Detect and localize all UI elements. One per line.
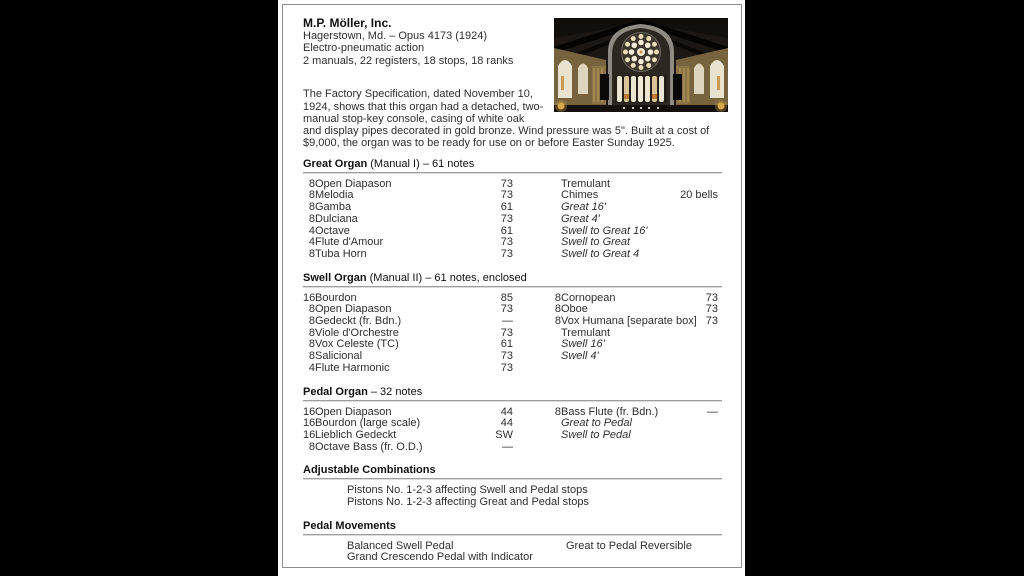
section-title-bold: Adjustable Combinations [303,464,436,477]
stop-pitch [513,214,561,226]
spec-panel [282,4,742,568]
spec-sections [303,158,722,564]
stop-pipe-count: 73 [500,326,513,339]
stop-name: Open Diapason [315,405,392,418]
spec-section [303,386,722,454]
stop-pitch: 8 [308,212,315,225]
stop-pitch [513,418,561,430]
stop-pitch [513,190,561,202]
stop-pipe-count: 73 [500,350,513,363]
list-item-label: Pistons No. 1-2-3 affecting Swell and Pedal stops [347,484,588,497]
stop-pipe-count: 73 [705,291,718,304]
stop-name: Flute d'Amour [315,236,384,249]
list-item-label: Grand Crescendo Pedal with Indicator [347,551,533,564]
stop-pitch: 4 [308,224,315,237]
stop-pipe-count: 73 [500,247,513,260]
stop-pipe-count: 73 [500,361,513,374]
church-interior-photo [554,18,728,112]
stop-pipe-count: 73 [705,315,718,328]
stop-table [303,293,718,375]
stop-name: Swell to Great 16' [561,224,648,237]
section-title-bold: Swell Organ [303,271,367,284]
stop-pitch: 8 [308,326,315,339]
stop-name [561,442,676,454]
stop-pitch [513,363,561,375]
section-divider [303,286,722,288]
stop-row [303,442,718,454]
stop-pipe-count: 73 [500,303,513,316]
stop-name: Bourdon [315,291,357,304]
stop-pitch [513,179,561,191]
stop-pipe-count [676,249,718,261]
list-row [303,497,722,509]
stop-name: Cornopean [561,291,616,304]
stop-pipe-count: SW [495,428,513,441]
stop-pipe-count [676,430,718,442]
stop-pitch: 8 [308,315,315,328]
section-title-rest: (Manual I) – 61 notes [367,157,475,170]
stop-pipe-count: 73 [500,189,513,202]
action-type: Electro-pneumatic action [303,42,425,55]
stop-name: Lieblich Gedeckt [315,428,397,441]
stop-table [303,407,718,454]
section-body [303,407,722,454]
stop-pitch: 8 [554,405,561,418]
section-divider [303,400,722,402]
section-title-rest: – 32 notes [367,385,423,398]
list-item-label: Pistons No. 1-2-3 affecting Great and Pedal stops [347,495,589,508]
stop-name: Octave Bass (fr. O.D.) [315,440,423,453]
stop-pitch [513,202,561,214]
stop-name: Tremulant [561,326,611,339]
stop-pitch: 16 [303,405,316,418]
stop-pitch: 8 [554,303,561,316]
section-title-bold: Pedal Movements [303,519,396,532]
spec-section [303,158,722,261]
stop-name: Great to Pedal [561,417,632,430]
stop-pitch: 8 [554,291,561,304]
stop-pitch: 4 [308,361,315,374]
stop-name: Great 4' [561,212,600,225]
stop-pipe-count: 61 [500,224,513,237]
stop-row [303,430,718,442]
stop-pipe-count [676,202,718,214]
stop-table [303,179,718,261]
stop-pitch: 8 [308,338,315,351]
stop-name: Octave [315,224,350,237]
stop-pipe-count: 73 [500,236,513,249]
stop-pipe-count [676,363,718,375]
stop-pitch [513,226,561,238]
stop-name: Swell to Great [561,236,631,249]
list-item-right-label: Great to Pedal Reversible [566,539,692,552]
stop-name: Salicional [315,350,363,363]
document-page [278,0,745,576]
section-title [303,464,722,477]
builder-location-opus: Hagerstown, Md. – Opus 4173 (1924) [303,30,488,42]
stop-row [303,249,718,261]
section-divider [303,172,722,174]
stop-name: Vox Celeste (TC) [315,338,399,351]
stop-pipe-count [676,442,718,454]
stop-pipe-count: 44 [500,417,513,430]
stop-name: Flute Harmonic [315,361,390,374]
stop-name: Swell 16' [561,338,605,351]
stop-pitch: 16 [303,291,316,304]
spec-section [303,272,722,375]
stop-pipe-count: 61 [500,338,513,351]
stop-name: Dulciana [315,212,358,225]
stop-pipe-count [676,237,718,249]
section-body [303,541,722,564]
section-title [303,386,722,399]
stop-name: Gamba [315,201,352,214]
stop-name: Swell to Pedal [561,428,631,441]
section-divider [303,534,722,536]
stop-pipe-count: 73 [705,303,718,316]
stop-pitch [513,237,561,249]
stop-name: Chimes [561,189,599,202]
stop-pipe-count [676,226,718,238]
stop-name: Vox Humana [separate box] [561,315,697,328]
stop-pitch: 4 [308,236,315,249]
stop-pipe-count: — [502,440,513,453]
stop-pipe-count [676,328,718,340]
stop-row [303,316,718,328]
stop-pitch: 8 [308,189,315,202]
stop-pitch [513,249,561,261]
list-row [303,552,722,564]
stop-pitch: 8 [308,247,315,260]
stop-name: Viole d'Orchestre [315,326,399,339]
stop-pipe-count: 61 [500,201,513,214]
stop-pipe-count: 73 [500,212,513,225]
spec-section [303,464,722,508]
stop-name: Melodia [315,189,354,202]
stop-pitch: 8 [308,350,315,363]
stop-pitch [513,351,561,363]
list-item-label: Balanced Swell Pedal [347,539,454,552]
stop-pitch: 16 [303,428,316,441]
section-body [303,485,722,508]
section-title [303,520,722,533]
stop-row [303,214,718,226]
section-title [303,158,722,171]
stop-pitch: 8 [554,315,561,328]
stop-pipe-count: 73 [500,177,513,190]
builder-name: M.P. Möller, Inc. [303,16,392,30]
section-title-rest: (Manual II) – 61 notes, enclosed [366,271,527,284]
stop-name: Open Diapason [315,303,392,316]
section-title-bold: Great Organ [303,157,368,170]
section-divider [303,478,722,480]
section-title-bold: Pedal Organ [303,385,368,398]
stop-name: Swell 4' [561,350,599,363]
intro-paragraph: The Factory Specification, dated November 10, 1924, shows that this organ had a detached, two-manual stop-key console, casing of white oak and display pipes decorated in gold bronze. Wind pressure was 5". Built at a cost of $9,000, the organ was to be ready for use on or before Easter Sunday 1925. [303,88,710,150]
stop-pitch [513,430,561,442]
stop-pipe-count: — [707,405,718,418]
stop-name: Tuba Horn [315,247,367,260]
spec-section [303,520,722,564]
section-body [303,179,722,261]
stop-pitch: 8 [308,303,315,316]
stop-pitch: 8 [308,440,315,453]
stop-name: Swell to Great 4 [561,247,640,260]
stop-pitch: 16 [303,417,316,430]
stop-pipe-count [676,214,718,226]
stop-pitch [513,442,561,454]
stop-name: Oboe [561,303,588,316]
stop-name: Tremulant [561,177,611,190]
stop-row [303,363,718,375]
stop-name [561,363,676,375]
stop-pitch: 8 [308,201,315,214]
stop-name: Open Diapason [315,177,392,190]
stop-pipe-count [676,418,718,430]
stop-pipe-count: 20 bells [680,189,718,202]
resources-summary: 2 manuals, 22 registers, 18 stops, 18 ranks [303,54,514,67]
spec-content [283,5,741,564]
stop-pitch: 8 [308,177,315,190]
stop-name: Bass Flute (fr. Bdn.) [561,405,659,418]
stop-pipe-count: — [502,315,513,328]
section-title [303,272,722,285]
section-body [303,293,722,375]
stop-pitch [513,328,561,340]
stop-pipe-count: 85 [500,291,513,304]
stop-pitch [513,339,561,351]
stop-pipe-count [676,339,718,351]
stop-name: Gedeckt (fr. Bdn.) [315,315,402,328]
stop-name: Great 16' [561,201,606,214]
stop-pipe-count [676,351,718,363]
stop-name: Bourdon (large scale) [315,417,421,430]
stop-pipe-count: 44 [500,405,513,418]
